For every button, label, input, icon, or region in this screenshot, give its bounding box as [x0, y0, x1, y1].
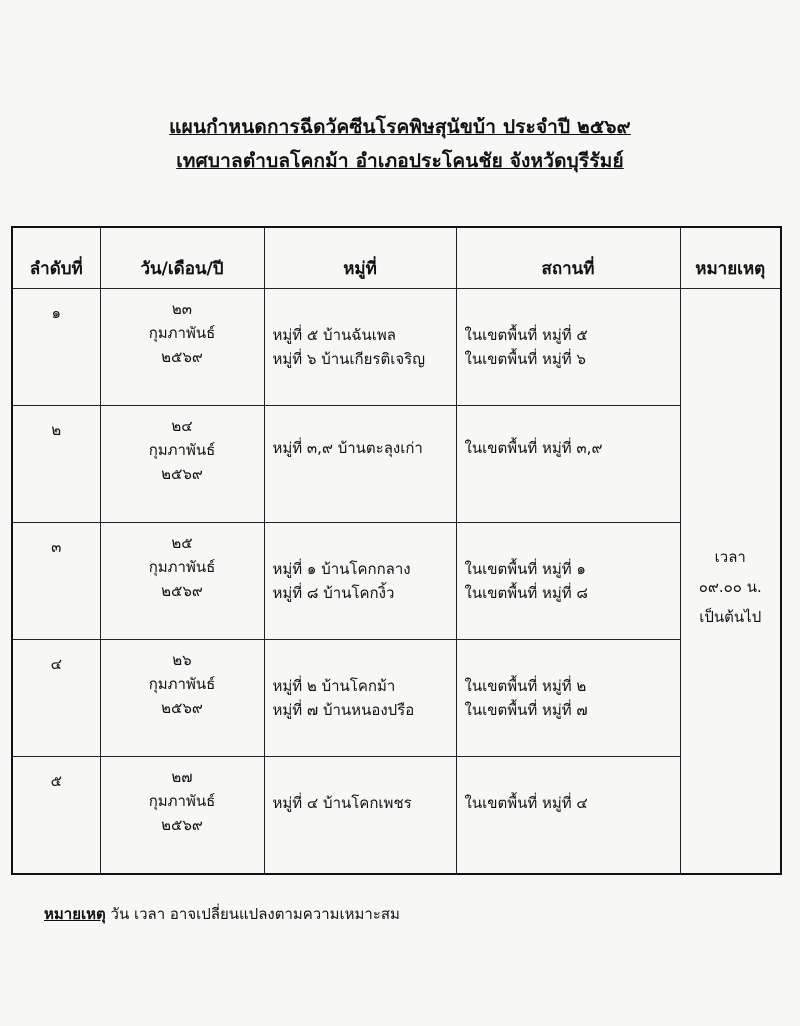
row-number: ๓ [12, 523, 100, 640]
place-entry: ในเขตพื้นที่ หมู่ที่ ๓,๙ [464, 439, 603, 457]
note-line: เป็นต้นไป [699, 607, 762, 626]
date-month: กุมภาพันธ์ [148, 558, 216, 576]
village-entry: หมู่ที่ ๓,๙ บ้านตะลุงเก่า [272, 439, 423, 457]
place-entry: ในเขตพื้นที่ หมู่ที่ ๕ [464, 326, 588, 344]
note-line: ๐๙.๐๐ น. [698, 577, 762, 596]
date-year: ๒๕๖๙ [161, 465, 203, 483]
row-number: ๒ [12, 406, 100, 523]
row-places [456, 523, 680, 640]
header-village: หมู่ที่ [264, 227, 456, 289]
row-villages [264, 406, 456, 523]
row-places [456, 406, 680, 523]
footnote-text: วัน เวลา อาจเปลี่ยนแปลงตามความเหมาะสม [105, 905, 400, 923]
footnote [44, 902, 400, 926]
table-row [12, 640, 781, 757]
place-entry: ในเขตพื้นที่ หมู่ที่ ๖ [464, 350, 586, 368]
place-entry: ในเขตพื้นที่ หมู่ที่ ๗ [464, 701, 588, 719]
table-row [12, 289, 781, 406]
date-year: ๒๕๖๙ [161, 582, 203, 600]
village-entry: หมู่ที่ ๑ บ้านโคกกลาง [272, 560, 411, 578]
row-places [456, 757, 680, 874]
row-villages [264, 757, 456, 874]
row-number: ๔ [12, 640, 100, 757]
date-day: ๒๗ [171, 768, 193, 786]
place-entry: ในเขตพื้นที่ หมู่ที่ ๒ [464, 677, 587, 695]
date-month: กุมภาพันธ์ [148, 792, 216, 810]
row-number: ๑ [12, 289, 100, 406]
table-row [12, 757, 781, 874]
date-year: ๒๕๖๙ [161, 699, 203, 717]
row-date [100, 757, 264, 874]
table-header-row [12, 227, 781, 289]
row-date [100, 523, 264, 640]
place-entry: ในเขตพื้นที่ หมู่ที่ ๘ [464, 584, 589, 602]
row-date [100, 640, 264, 757]
table-row [12, 523, 781, 640]
footnote-label: หมายเหตุ [44, 905, 106, 923]
date-month: กุมภาพันธ์ [148, 675, 216, 693]
schedule-table [11, 226, 782, 875]
village-entry: หมู่ที่ ๘ บ้านโคกงิ้ว [272, 584, 395, 602]
date-year: ๒๕๖๙ [161, 348, 203, 366]
place-entry: ในเขตพื้นที่ หมู่ที่ ๑ [464, 560, 586, 578]
date-month: กุมภาพันธ์ [148, 441, 216, 459]
village-entry: หมู่ที่ ๒ บ้านโคกม้า [272, 677, 396, 695]
date-day: ๒๔ [171, 417, 193, 435]
header-note: หมายเหตุ [680, 227, 781, 289]
row-date [100, 289, 264, 406]
row-number: ๕ [12, 757, 100, 874]
row-villages [264, 289, 456, 406]
row-villages [264, 523, 456, 640]
village-entry: หมู่ที่ ๗ บ้านหนองปรือ [272, 701, 415, 719]
row-places [456, 640, 680, 757]
row-places [456, 289, 680, 406]
village-entry: หมู่ที่ ๕ บ้านฉันเพล [272, 326, 396, 344]
row-date [100, 406, 264, 523]
village-entry: หมู่ที่ ๖ บ้านเกียรติเจริญ [272, 350, 425, 368]
date-day: ๒๓ [171, 300, 193, 318]
header-order: ลำดับที่ [12, 227, 100, 289]
note-line: เวลา [714, 547, 746, 566]
date-month: กุมภาพันธ์ [148, 324, 216, 342]
note-cell [680, 289, 781, 874]
village-entry: หมู่ที่ ๔ บ้านโคกเพชร [272, 794, 412, 812]
date-day: ๒๕ [171, 534, 193, 552]
document-subtitle: เทศบาลตำบลโคกม้า อำเภอประโคนชัย จังหวัดบุรีรัมย์ [176, 150, 624, 172]
row-villages [264, 640, 456, 757]
place-entry: ในเขตพื้นที่ หมู่ที่ ๔ [464, 794, 588, 812]
header-place: สถานที่ [456, 227, 680, 289]
document-title: แผนกำหนดการฉีดวัคซีนโรคพิษสุนัขบ้า ประจำปี ๒๕๖๙ [169, 116, 631, 138]
header-date: วัน/เดือน/ปี [100, 227, 264, 289]
date-day: ๒๖ [172, 651, 192, 669]
date-year: ๒๕๖๙ [161, 816, 203, 834]
table-row [12, 406, 781, 523]
